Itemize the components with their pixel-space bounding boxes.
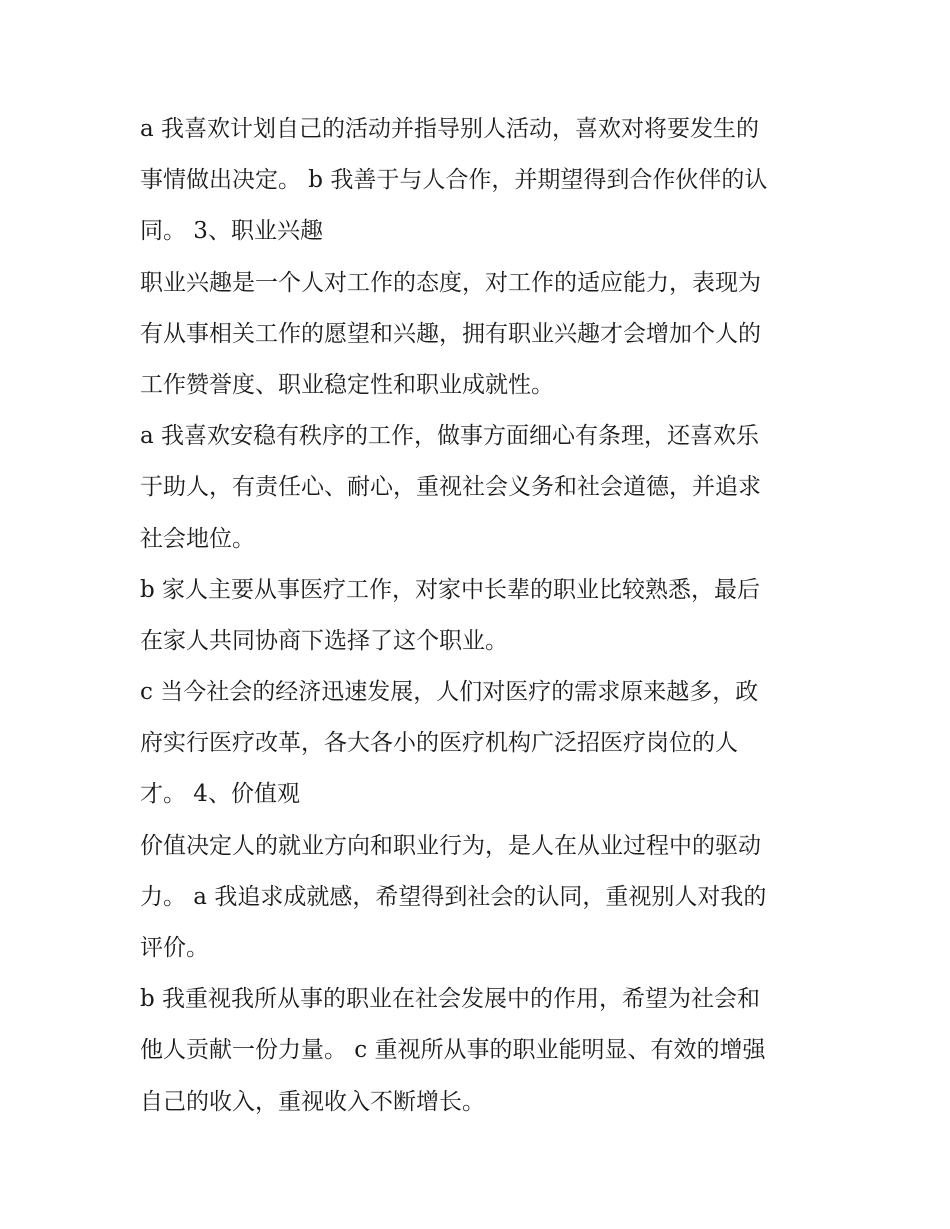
text-line: 有从事相关工作的愿望和兴趣，拥有职业兴趣才会增加个人的 bbox=[140, 320, 761, 347]
text-line: 在家人共同协商下选择了这个职业。 bbox=[140, 627, 508, 654]
paragraph-leadership-cooperation bbox=[140, 104, 812, 258]
text-line: 社会地位。 bbox=[140, 525, 255, 552]
text-line: 职业兴趣是一个人对工作的态度，对工作的适应能力，表现为 bbox=[140, 269, 761, 296]
document-body bbox=[140, 104, 812, 1128]
text-line: a 我喜欢安稳有秩序的工作，做事方面细心有条理，还喜欢乐 bbox=[140, 423, 760, 450]
text-line: b 我重视我所从事的职业在社会发展中的作用，希望为社会和 bbox=[140, 986, 761, 1013]
text-line: 同。 3、职业兴趣 bbox=[140, 218, 323, 245]
text-line: 自己的收入，重视收入不断增长。 bbox=[140, 1088, 485, 1115]
text-line: 评价。 bbox=[140, 935, 209, 961]
text-line: 才。 4、价值观 bbox=[140, 781, 300, 808]
paragraph-values-b-c bbox=[140, 974, 812, 1128]
text-line: a 我喜欢计划自己的活动并指导别人活动，喜欢对将要发生的 bbox=[140, 116, 760, 142]
text-line: 于助人，有责任心、耐心，重视社会义务和社会道德，并追求 bbox=[140, 474, 761, 501]
text-line: 价值决定人的就业方向和职业行为，是人在从业过程中的驱动 bbox=[140, 832, 761, 859]
paragraph-values-definition bbox=[140, 821, 812, 975]
text-line: 他人贡献一份力量。 c 重视所从事的职业能明显、有效的增强 bbox=[140, 1037, 766, 1064]
text-line: c 当今社会的经济迅速发展，人们对医疗的需求原来越多，政 bbox=[140, 679, 759, 706]
text-line: b 家人主要从事医疗工作，对家中长辈的职业比较熟悉，最后 bbox=[140, 576, 761, 603]
paragraph-interest-c bbox=[140, 667, 812, 821]
paragraph-interest-a bbox=[140, 411, 812, 565]
paragraph-career-interest-definition bbox=[140, 258, 812, 412]
paragraph-interest-b bbox=[140, 565, 812, 667]
text-line: 力。 a 我追求成就感，希望得到社会的认同，重视别人对我的 bbox=[140, 883, 767, 910]
text-line: 府实行医疗改革，各大各小的医疗机构广泛招医疗岗位的人 bbox=[140, 730, 738, 757]
text-line: 工作赞誉度、职业稳定性和职业成就性。 bbox=[140, 371, 554, 398]
text-line: 事情做出决定。 b 我善于与人合作，并期望得到合作伙伴的认 bbox=[140, 167, 768, 194]
